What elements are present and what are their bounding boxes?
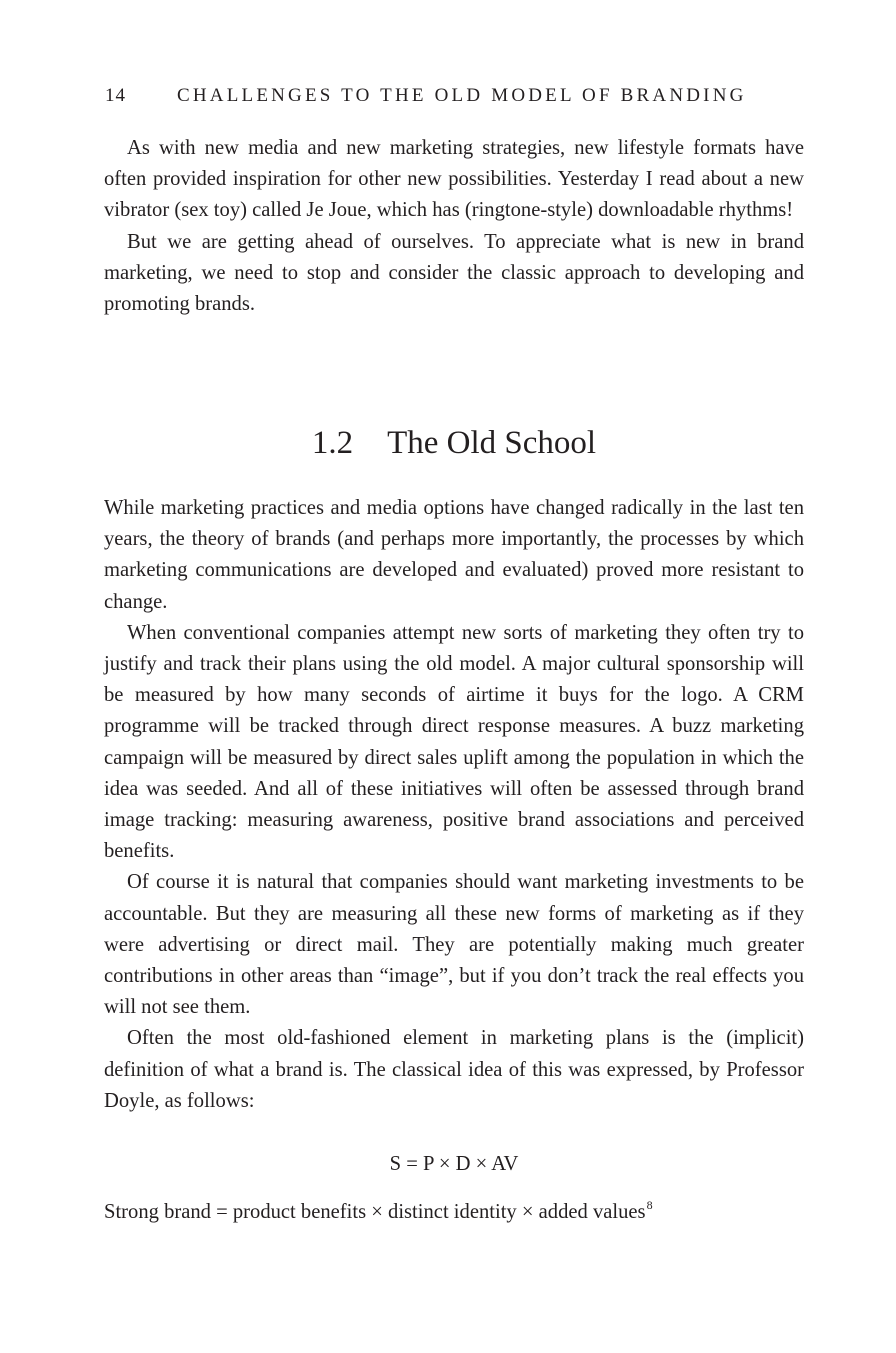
footnote-reference[interactable]: 8 — [646, 1198, 653, 1212]
intro-text — [104, 133, 804, 320]
equation-gloss — [104, 1197, 824, 1230]
paragraph: While marketing practices and media options have changed radically in the last ten years, the theory of brands (and perhaps more importantly, the processes by which marketing communications are developed and evaluated) proved more resistant to change. — [104, 497, 804, 613]
running-head-title: CHALLENGES TO THE OLD MODEL OF BRANDING — [177, 85, 747, 106]
page-number: 14 — [105, 85, 126, 106]
paragraph: As with new media and new marketing strategies, new lifestyle formats have often provided inspiration for other new possibilities. Yesterday I read about a new vibrator (sex toy) called Je Joue, which has (ringtone-style) downloadable rhythms! — [104, 137, 804, 222]
paragraph: Often the most old-fashioned element in marketing plans is the (implicit) definition of what a brand is. The classical idea of this was expressed, by Professor Doyle, as follows: — [104, 1027, 804, 1112]
section-title: The Old School — [387, 425, 597, 461]
section-number: 1.2 — [311, 425, 354, 461]
paragraph: When conventional companies attempt new sorts of marketing they often try to justify and track their plans using the old model. A major cultural sponsorship will be measured by how many seconds of airtime it buys for the logo. A CRM programme will be tracked through direct response measures. A buzz marketing campaign will be measured by direct sales uplift among the population in which the idea was seeded. And all of these initiatives will often be assessed through brand image tracking: measuring awareness, positive brand associations and perceived benefits. — [104, 621, 804, 863]
paragraph: But we are getting ahead of ourselves. To appreciate what is new in brand marketing, we need to stop and consider the classic approach to developing and promoting brands. — [104, 230, 804, 316]
section-heading — [104, 420, 804, 466]
paragraph: Of course it is natural that companies should want marketing investments to be accountable. But they are measuring all these new forms of marketing as if they were advertising or direct mail. They are potentially making much greater contributions in other areas than “image”, but if you don’t track the real effects you will not see them. — [104, 871, 804, 1019]
section-body — [104, 493, 804, 1117]
running-head — [105, 82, 805, 110]
equation-gloss-text: Strong brand = product benefits × distinct identity × added values — [104, 1201, 646, 1223]
brand-equation: S = P × D × AV — [389, 1153, 519, 1175]
